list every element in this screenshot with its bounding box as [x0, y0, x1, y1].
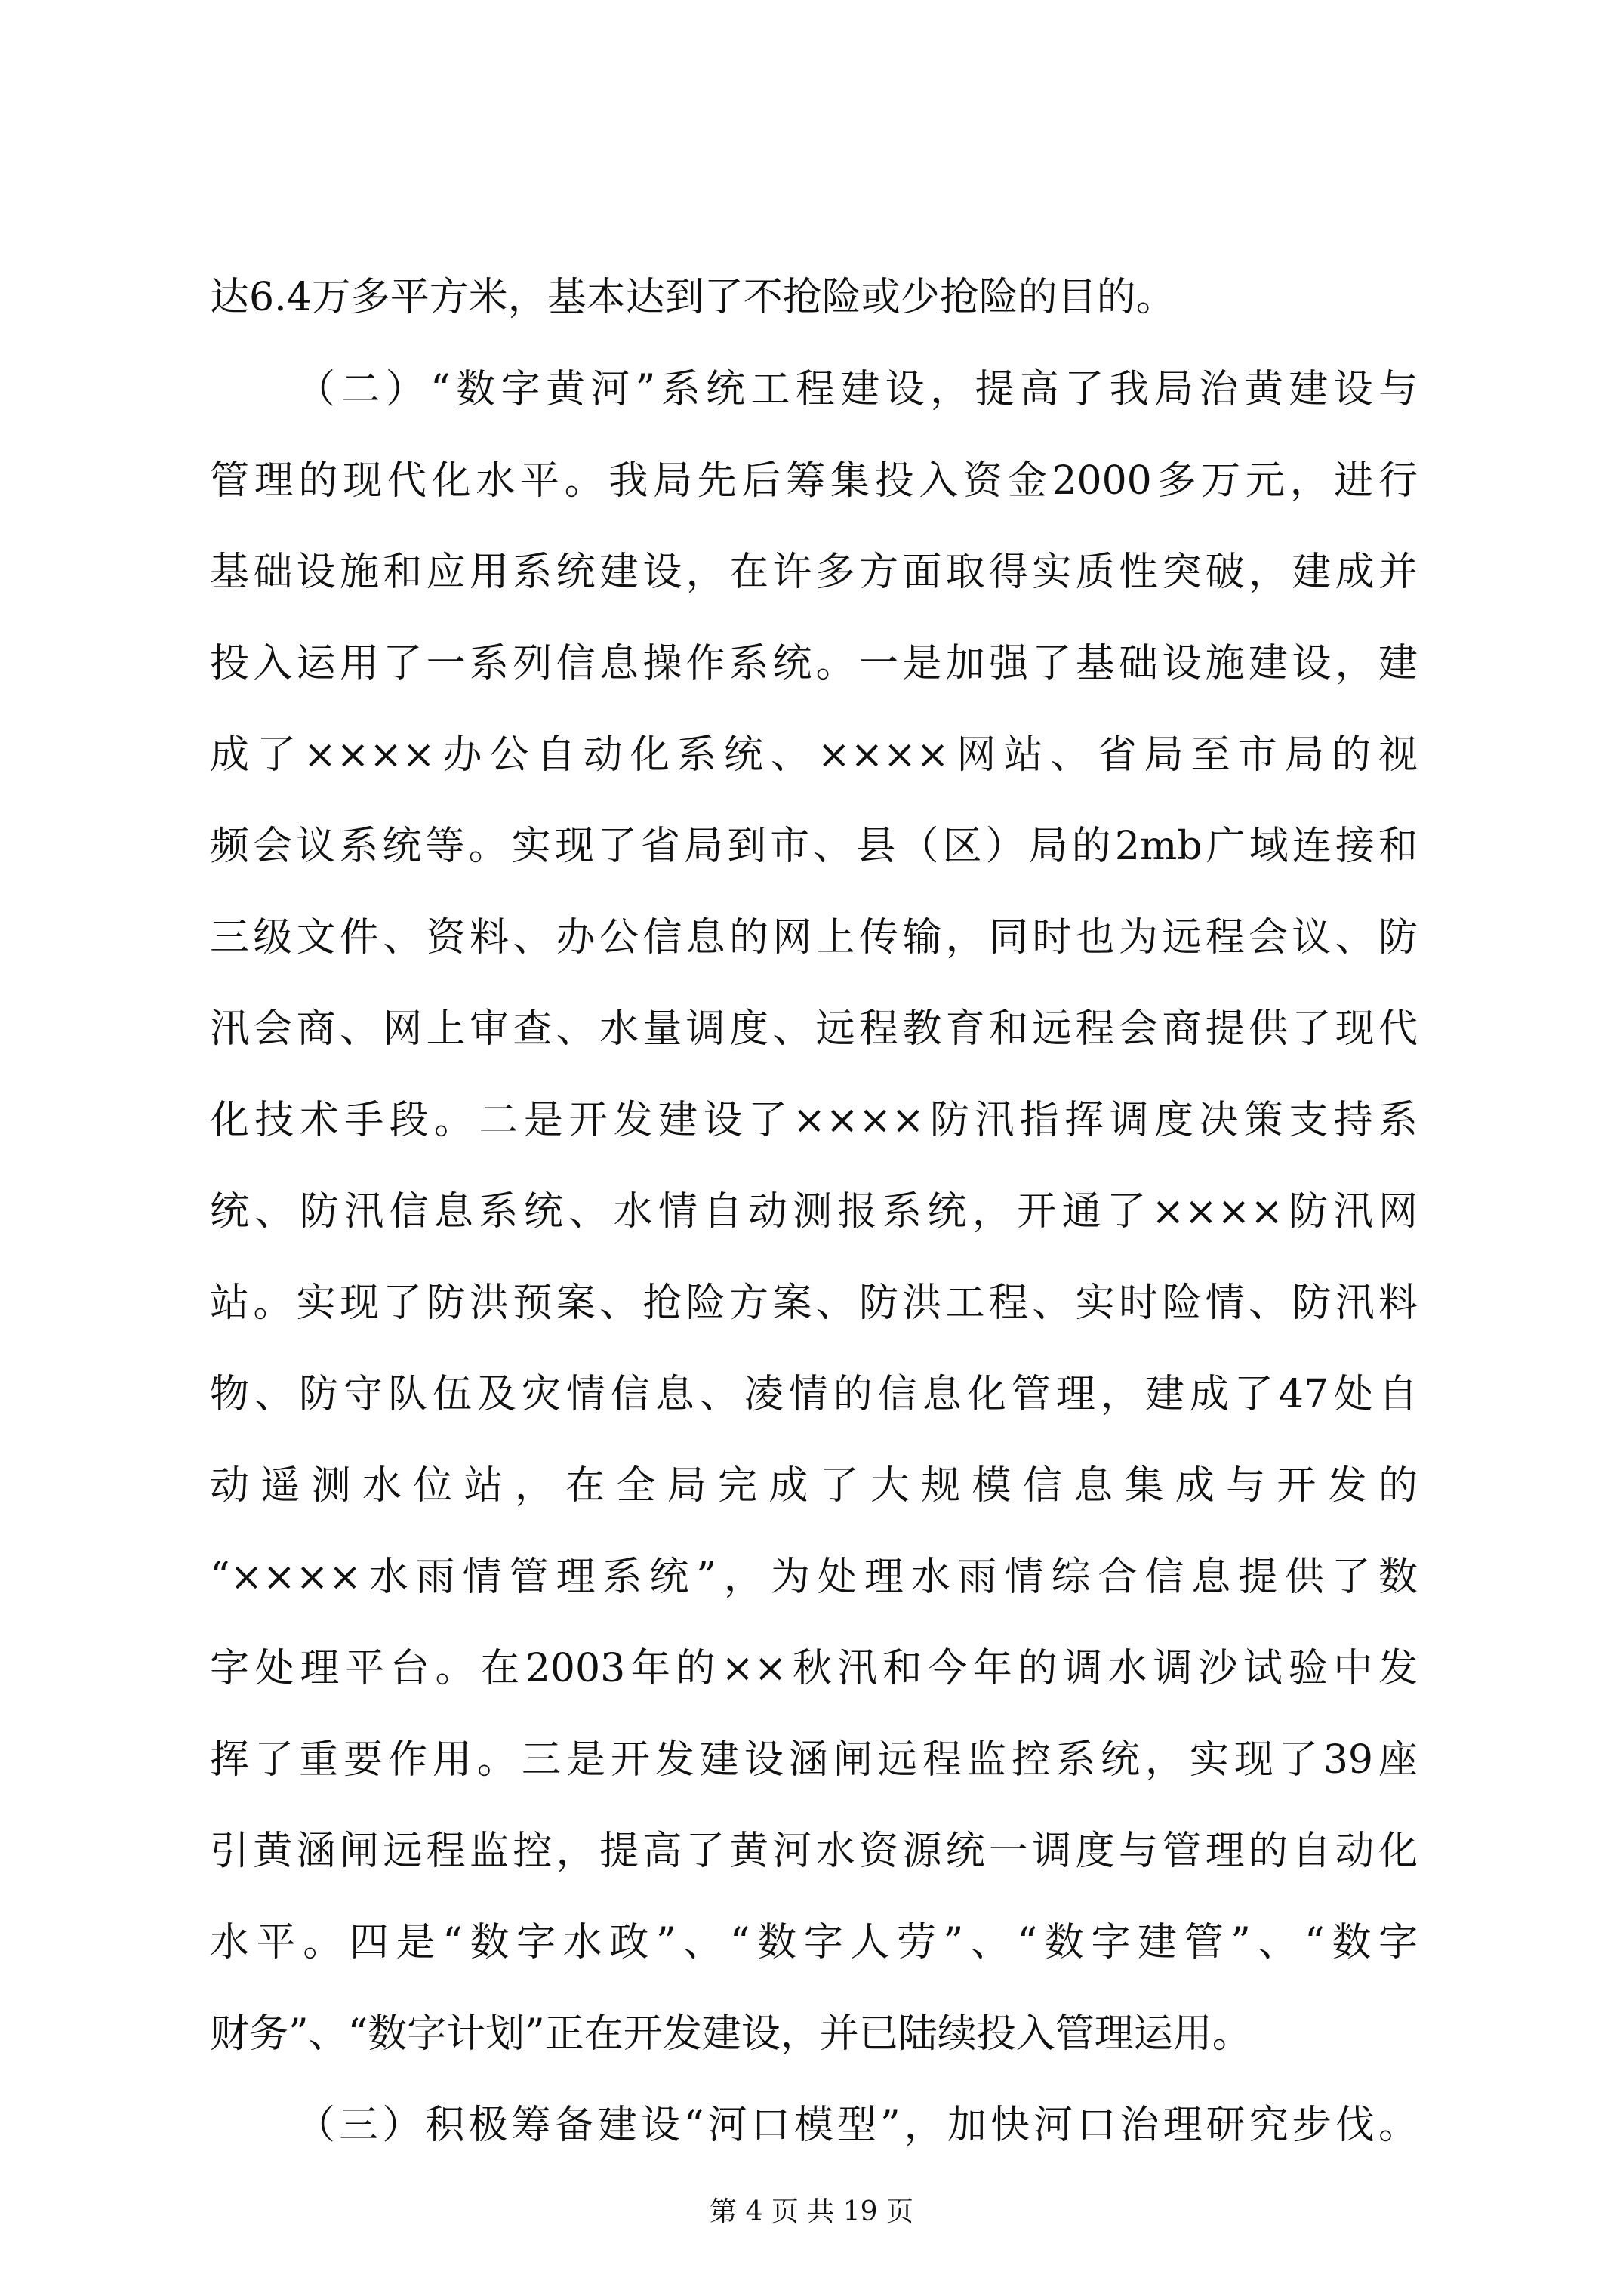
text-line-1: 达6.4万多平方米，基本达到了不抢险或少抢险的目的。 — [210, 275, 1175, 320]
text-line-11: 统、防汛信息系统、水情自动测报系统，开通了××××防汛网 — [210, 1189, 1418, 1234]
text-line-19: 水平。四是“数字水政”、“数字人劳”、“数字建管”、“数字 — [210, 1920, 1418, 1965]
text-line-13: 物、防守队伍及灾情信息、凌情的信息化管理，建成了47处自 — [210, 1372, 1418, 1417]
text-line-14: 动遥测水位站，在全局完成了大规模信息集成与开发的 — [210, 1463, 1418, 1509]
text-line-5: 投入运用了一系列信息操作系统。一是加强了基础设施建设，建 — [210, 641, 1418, 686]
text-line-8: 三级文件、资料、办公信息的网上传输，同时也为远程会议、防 — [210, 915, 1418, 960]
text-line-4: 基础设施和应用系统建设，在许多方面取得实质性突破，建成并 — [210, 550, 1418, 595]
text-line-21: （三）积极筹备建设“河口模型”，加快河口治理研究步伐。 — [296, 2103, 1418, 2148]
text-line-12: 站。实现了防洪预案、抢险方案、防洪工程、实时险情、防汛料 — [210, 1281, 1418, 1326]
text-line-10: 化技术手段。二是开发建设了××××防汛指挥调度决策支持系 — [210, 1098, 1418, 1143]
text-line-2: （二）“数字黄河”系统工程建设，提高了我局治黄建设与 — [296, 367, 1418, 412]
text-line-7: 频会议系统等。实现了省局到市、县（区）局的2mb广域连接和 — [210, 824, 1418, 869]
text-line-15: “××××水雨情管理系统”，为处理水雨情综合信息提供了数 — [210, 1555, 1418, 1600]
text-line-18: 引黄涵闸远程监控，提高了黄河水资源统一调度与管理的自动化 — [210, 1829, 1418, 1874]
text-line-9: 汛会商、网上审查、水量调度、远程教育和远程会商提供了现代 — [210, 1006, 1418, 1052]
text-line-17: 挥了重要作用。三是开发建设涵闸远程监控系统，实现了39座 — [210, 1737, 1418, 1783]
text-line-20: 财务”、“数字计划”正在开发建设，并已陆续投入管理运用。 — [210, 2011, 1252, 2057]
text-line-6: 成了××××办公自动化系统、××××网站、省局至市局的视 — [210, 732, 1418, 778]
page-number-footer: 第 4 页 共 19 页 — [710, 2196, 913, 2227]
text-line-3: 管理的现代化水平。我局先后筹集投入资金2000多万元，进行 — [210, 458, 1418, 504]
text-line-16: 字处理平台。在2003年的××秋汛和今年的调水调沙试验中发 — [210, 1646, 1418, 1691]
